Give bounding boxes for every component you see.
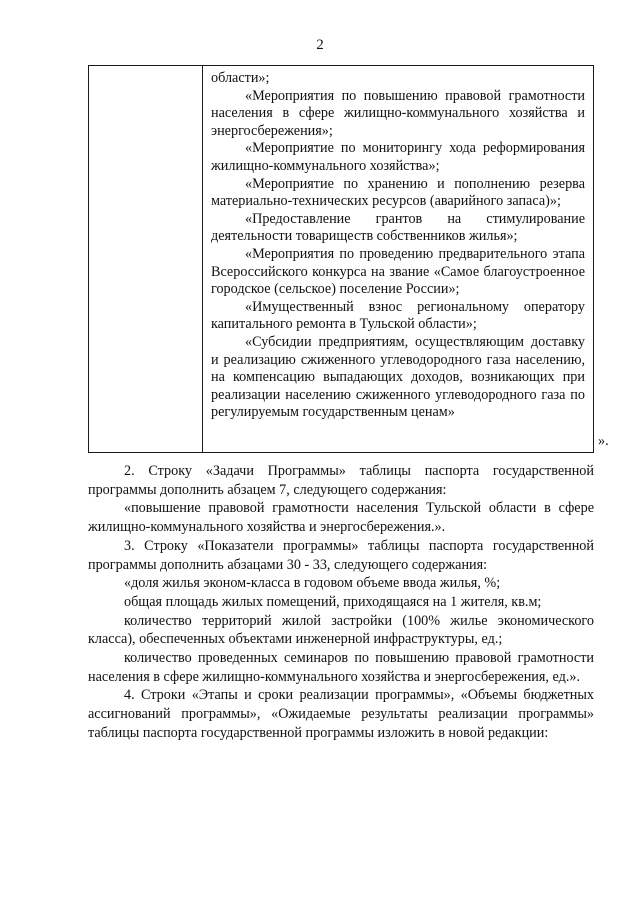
body-paragraph: количество проведенных семинаров по повышению правовой грамотности населения в сфере жилищно-коммунального хозяйства и энергосбережения, ед.». [88,650,594,685]
table-paragraph: «Имущественный взнос региональному оператору капитального ремонта в Тульской области»; [211,298,585,333]
table-paragraph: «Субсидии предприятиям, осуществляющим доставку и реализацию сжиженного углеводородного газа населению, на компенсацию выпадающих доходов, возникающих при реализации населению сжиженного углеводородного газа по регулируемым государственным ценам» [211,333,585,421]
table-paragraph: «Мероприятие по хранению и пополнению резерва материально-технических ресурсов (аварийного запаса)»; [211,175,585,210]
table-paragraph: «Мероприятие по мониторингу хода реформирования жилищно-коммунального хозяйства»; [211,140,585,174]
body-paragraph: 4. Строки «Этапы и сроки реализации программы», «Объемы бюджетных ассигнований программы», «Ожидаемые результаты реализации программы» таблицы паспорта государственной программы изложить в новой редакции: [88,687,594,741]
table-paragraph: «Предоставление грантов на стимулирование деятельности товариществ собственников жилья»; [211,210,585,245]
table-paragraph: «Мероприятия по повышению правовой грамотности населения в сфере жилищно-коммунального хозяйства и энергосбережения»; [211,87,585,139]
body-paragraph: общая площадь жилых помещений, приходящаяся на 1 жителя, кв.м; [124,593,542,610]
table-column-divider [202,66,203,452]
table-paragraph: области»; [211,70,270,86]
closing-quote-mark: ». [598,433,609,449]
body-paragraph: 3. Строку «Показатели программы» таблицы паспорта государственной программы дополнить абзацами 30 - 33, следующего содержания: [88,537,594,573]
body-paragraph: количество территорий жилой застройки (100% жилье экономического класса), обеспеченных объектами инженерной инфраструктуры, ед.; [88,612,594,648]
table-paragraph: «Мероприятия по проведению предварительного этапа Всероссийского конкурса на звание «Самое благоустроенное городское (сельское) поселение России»; [211,245,585,298]
amendment-text [88,462,594,743]
body-paragraph: «доля жилья эконом-класса в годовом объеме ввода жилья, %; [124,575,501,592]
page-number: 2 [316,37,324,53]
table-right-cell [211,70,585,422]
body-paragraph: «повышение правовой грамотности населения Тульской области в сфере жилищно-коммунального хозяйства и энергосбережения.». [88,500,594,536]
program-passport-table [88,65,594,453]
body-paragraph: 2. Строку «Задачи Программы» таблицы паспорта государственной программы дополнить абзацем 7, следующего содержания: [88,463,594,498]
